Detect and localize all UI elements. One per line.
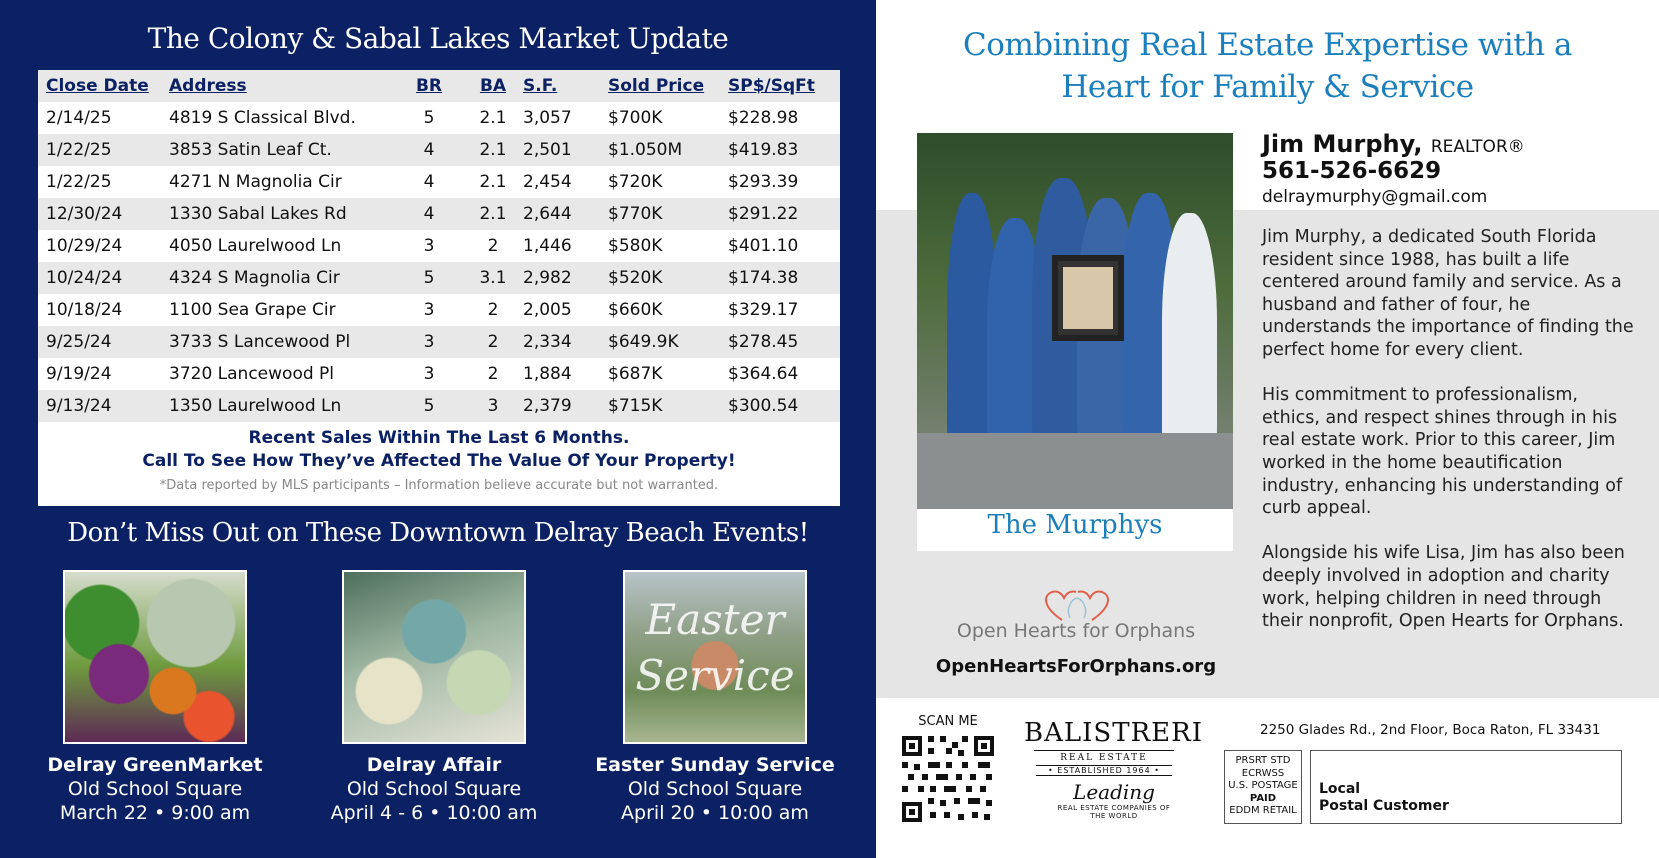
table-cell: 2 bbox=[487, 236, 499, 256]
table-cell: 3.1 bbox=[463, 262, 523, 294]
family-caption: The Murphys bbox=[987, 510, 1163, 540]
column-header: BA bbox=[463, 70, 523, 102]
table-cell: 3 bbox=[395, 326, 463, 358]
table-cell: $687K bbox=[608, 364, 663, 384]
agent-headline: Combining Real Estate Expertise with a Heart for Family & Service bbox=[963, 27, 1572, 105]
table-cell: 2.1 bbox=[463, 198, 523, 230]
table-cell: 1100 Sea Grape Cir bbox=[169, 300, 336, 320]
table-cell: 4819 S Classical Blvd. bbox=[169, 108, 356, 128]
table-row bbox=[38, 326, 840, 358]
easter-service-photo bbox=[623, 570, 807, 744]
agent-phone[interactable]: 561-526-6629 bbox=[1262, 158, 1442, 184]
delray-affair-photo bbox=[342, 570, 526, 744]
table-row bbox=[38, 102, 840, 134]
table-cell: $770K bbox=[608, 198, 728, 230]
table-cell: 12/30/24 bbox=[38, 198, 169, 230]
table-cell: $293.39 bbox=[728, 172, 799, 192]
table-cell: $715K bbox=[608, 390, 728, 422]
table-cell: 4 bbox=[395, 198, 463, 230]
table-cell: 2 bbox=[487, 300, 499, 320]
sales-table bbox=[38, 70, 840, 422]
scan-label: SCAN ME bbox=[918, 714, 978, 729]
table-cell: 3,057 bbox=[523, 108, 572, 128]
sales-table-body bbox=[38, 102, 840, 422]
charity-name: Open Hearts for Orphans bbox=[956, 620, 1196, 642]
table-cell: $660K bbox=[608, 300, 663, 320]
table-row bbox=[38, 134, 840, 166]
event-delray-affair bbox=[304, 570, 564, 824]
table-row bbox=[38, 198, 840, 230]
table-cell: $300.54 bbox=[728, 390, 840, 422]
column-header: Close Date bbox=[38, 70, 169, 102]
table-cell: 5 bbox=[423, 108, 435, 128]
column-header: BR bbox=[395, 70, 463, 102]
table-cell: $580K bbox=[608, 236, 663, 256]
table-cell: 2,379 bbox=[523, 390, 608, 422]
table-row bbox=[38, 294, 840, 326]
table-cell: 3853 Satin Leaf Ct. bbox=[169, 134, 395, 166]
leading-companies-logo bbox=[1054, 780, 1174, 820]
table-cell: 4 bbox=[423, 172, 435, 192]
table-cell: 2/14/25 bbox=[46, 108, 112, 128]
table-cell: 2,454 bbox=[523, 172, 572, 192]
table-cell: 3 bbox=[423, 300, 435, 320]
table-cell: 2.1 bbox=[479, 172, 507, 192]
postal-customer-box: Local Postal Customer bbox=[1310, 750, 1622, 824]
table-cell: 4050 Laurelwood Ln bbox=[169, 236, 342, 256]
table-row bbox=[38, 262, 840, 294]
table-cell: $174.38 bbox=[728, 262, 840, 294]
table-row bbox=[38, 166, 840, 198]
table-cell: 9/19/24 bbox=[46, 364, 112, 384]
table-cell: $1.050M bbox=[608, 134, 728, 166]
table-cell: $291.22 bbox=[728, 198, 840, 230]
call-to-action: Call To See How They’ve Affected The Value Of Your Property! bbox=[142, 451, 736, 471]
bio-paragraph: His commitment to professionalism, ethics, and respect shines through in his real estate work. Prior to this career, Jim worked in the home beautification industry, enhancing his understanding of curb appeal. bbox=[1262, 385, 1623, 519]
market-title: The Colony & Sabal Lakes Market Update bbox=[147, 22, 729, 55]
event-easter-service bbox=[585, 570, 845, 824]
column-header: Sold Price bbox=[608, 70, 728, 102]
agent-title: REALTOR® bbox=[1430, 137, 1525, 157]
table-cell: $329.17 bbox=[728, 300, 799, 320]
event-name: Delray GreenMarket bbox=[47, 754, 263, 776]
sales-table-card bbox=[38, 70, 840, 506]
table-cell: 5 bbox=[395, 390, 463, 422]
table-cell: $364.64 bbox=[728, 364, 799, 384]
column-header: SP$/SqFt bbox=[728, 70, 840, 102]
event-date: April 4 - 6 • 10:00 am bbox=[330, 802, 538, 824]
table-row bbox=[38, 358, 840, 390]
table-cell: $520K bbox=[608, 262, 728, 294]
table-row bbox=[38, 390, 840, 422]
brokerage-name: BALISTRERI bbox=[1024, 718, 1203, 748]
event-place: Old School Square bbox=[346, 778, 522, 800]
table-cell: 9/25/24 bbox=[38, 326, 169, 358]
table-cell: 1,884 bbox=[523, 364, 572, 384]
hearts-logo-icon bbox=[1040, 588, 1114, 622]
table-cell: 4324 S Magnolia Cir bbox=[169, 262, 395, 294]
agent-bio bbox=[1262, 226, 1637, 655]
table-cell: 2,644 bbox=[523, 198, 608, 230]
table-cell: 2,334 bbox=[523, 326, 608, 358]
table-cell: $228.98 bbox=[728, 108, 799, 128]
postage-permit: PRSRT STD ECRWSS U.S. POSTAGE PAID EDDM RETAIL bbox=[1224, 750, 1302, 824]
table-cell: $419.83 bbox=[728, 134, 840, 166]
table-cell: 1,446 bbox=[523, 236, 572, 256]
leading-subtitle: REAL ESTATE COMPANIES OF THE WORLD bbox=[1057, 804, 1171, 820]
table-cell: 10/29/24 bbox=[46, 236, 123, 256]
table-cell: 1/22/25 bbox=[46, 172, 112, 192]
greenmarket-photo bbox=[63, 570, 247, 744]
event-date: April 20 • 10:00 am bbox=[621, 802, 809, 824]
table-cell: $720K bbox=[608, 172, 663, 192]
family-photo-card bbox=[917, 133, 1233, 551]
agent-panel bbox=[876, 0, 1659, 858]
event-date: March 22 • 9:00 am bbox=[59, 802, 251, 824]
events-title: Don’t Miss Out on These Downtown Delray Beach Events! bbox=[67, 518, 809, 548]
table-cell: 10/18/24 bbox=[46, 300, 123, 320]
table-cell: 3 bbox=[423, 364, 435, 384]
leading-word: Leading bbox=[1073, 780, 1155, 804]
table-cell: 2 bbox=[463, 326, 523, 358]
table-cell: $700K bbox=[608, 108, 663, 128]
table-cell: 3 bbox=[423, 236, 435, 256]
event-place: Old School Square bbox=[627, 778, 803, 800]
brokerage-logo bbox=[1024, 718, 1203, 776]
easter-photo-text: Easter Service bbox=[635, 595, 795, 700]
agent-name: Jim Murphy, REALTOR® bbox=[1262, 130, 1525, 158]
agent-email[interactable]: delraymurphy@gmail.com bbox=[1262, 187, 1488, 207]
brokerage-established: • ESTABLISHED 1964 • bbox=[1036, 765, 1172, 776]
bio-paragraph: Alongside his wife Lisa, Jim has also been deeply involved in adoption and charity work, helping children in need through their nonprofit, Open Hearts for Orphans. bbox=[1262, 543, 1625, 632]
table-cell: 3 bbox=[463, 390, 523, 422]
table-cell: 9/13/24 bbox=[38, 390, 169, 422]
recent-sales-note: Recent Sales Within The Last 6 Months. bbox=[248, 428, 630, 448]
table-cell: 2.1 bbox=[479, 108, 507, 128]
column-header: S.F. bbox=[523, 70, 608, 102]
table-cell: 3733 S Lancewood Pl bbox=[169, 326, 395, 358]
table-header-row bbox=[38, 70, 840, 102]
return-address: 2250 Glades Rd., 2nd Floor, Boca Raton, FL 33431 bbox=[1260, 722, 1601, 738]
mls-disclaimer: *Data reported by MLS participants – Information believe accurate but not warranted. bbox=[159, 478, 719, 493]
table-cell: 4 bbox=[395, 134, 463, 166]
event-greenmarket bbox=[25, 570, 285, 824]
table-cell: 2 bbox=[487, 364, 499, 384]
event-name: Delray Affair bbox=[366, 754, 502, 776]
table-cell: 5 bbox=[395, 262, 463, 294]
event-name: Easter Sunday Service bbox=[595, 754, 835, 776]
table-cell: 2,982 bbox=[523, 262, 608, 294]
table-cell: $278.45 bbox=[728, 326, 840, 358]
table-cell: 4271 N Magnolia Cir bbox=[169, 172, 342, 192]
table-cell: 1330 Sabal Lakes Rd bbox=[169, 198, 395, 230]
table-cell: 2.1 bbox=[463, 134, 523, 166]
table-cell: 2,005 bbox=[523, 300, 572, 320]
event-place: Old School Square bbox=[67, 778, 243, 800]
family-photo bbox=[917, 133, 1233, 509]
table-cell: 1350 Laurelwood Ln bbox=[169, 390, 395, 422]
qr-code-icon[interactable] bbox=[900, 734, 996, 824]
charity-url[interactable]: OpenHeartsForOrphans.org bbox=[935, 656, 1217, 677]
table-cell: 1/22/25 bbox=[38, 134, 169, 166]
brokerage-subtitle: REAL ESTATE bbox=[1034, 750, 1174, 763]
table-row bbox=[38, 230, 840, 262]
table-cell: 2,501 bbox=[523, 134, 608, 166]
table-cell: 3720 Lancewood Pl bbox=[169, 364, 335, 384]
bio-paragraph: Jim Murphy, a dedicated South Florida resident since 1988, has built a life centered around family and service. As a husband and father of four, he understands the importance of finding the perfect home for every client. bbox=[1262, 227, 1634, 360]
table-cell: $649.9K bbox=[608, 326, 728, 358]
table-cell: 10/24/24 bbox=[38, 262, 169, 294]
table-cell: $401.10 bbox=[728, 236, 799, 256]
column-header: Address bbox=[169, 70, 395, 102]
